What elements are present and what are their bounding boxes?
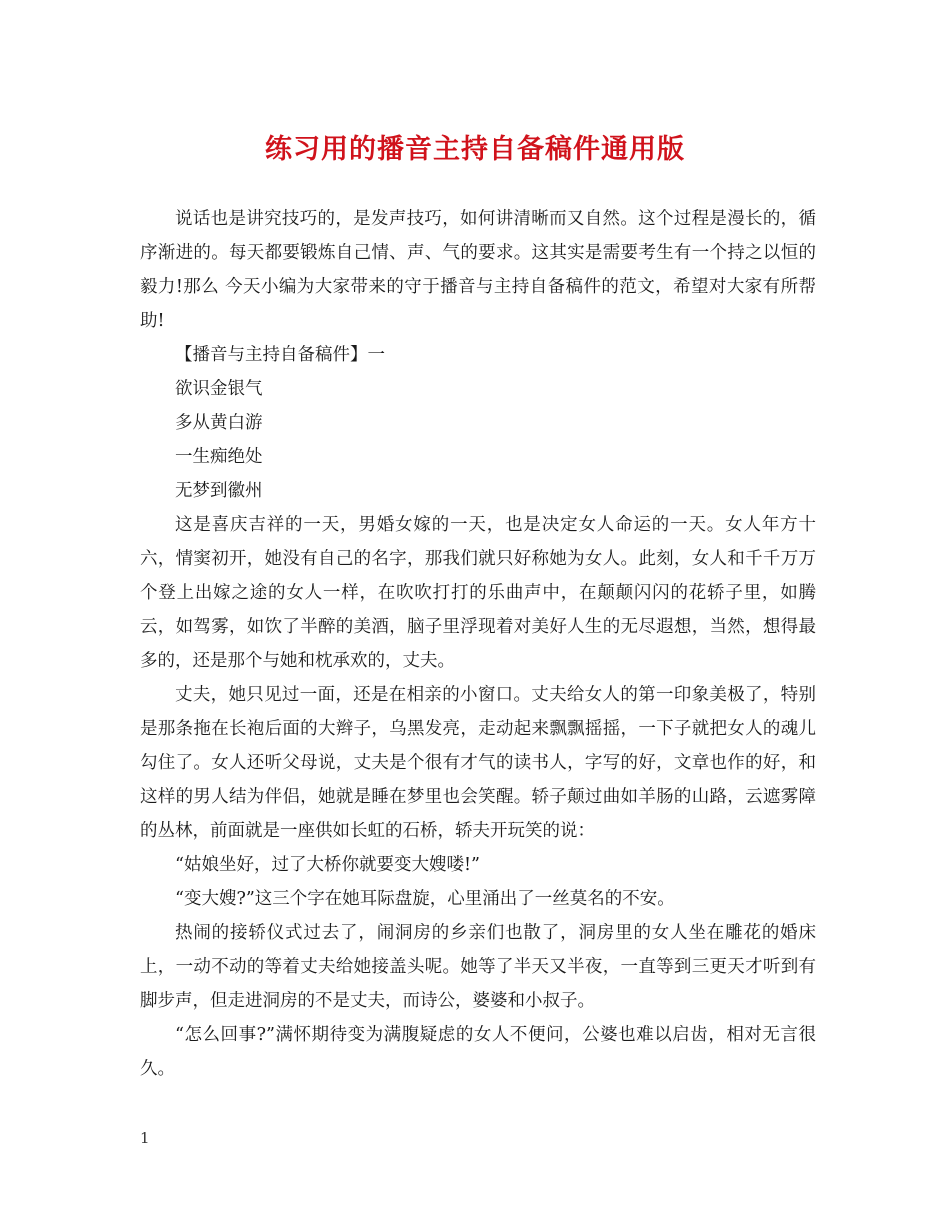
body-paragraph: 丈夫，她只见过一面，还是在相亲的小窗口。丈夫给女人的第一印象美极了，特别是那条拖在长袍后面的大辫子，乌黑发亮，走动起来飘飘摇摇，一下子就把女人的魂儿勾住了。女人还听父母说，丈夫是个很有才气的读书人，字写的好，文章也作的好，和这样的男人结为伴侣，她就是睡在梦里也会笑醒。轿子颠过曲如羊肠的山路，云遮雾障的丛林，前面就是一座供如长虹的石桥，轿夫开玩笑的说：: [140, 685, 816, 841]
page-number: 1: [140, 1129, 150, 1147]
section-heading: 【播音与主持自备稿件】一: [175, 345, 385, 365]
document-title: 练习用的播音主持自备稿件通用版: [265, 134, 685, 165]
dialogue-line: “姑娘坐好，过了大桥你就要变大嫂喽!”: [175, 855, 480, 875]
poem-line: 欲识金银气: [175, 379, 263, 399]
poem-line: 多从黄白游: [175, 413, 263, 433]
intro-paragraph: 说话也是讲究技巧的，是发声技巧，如何讲清晰而又自然。这个过程是漫长的，循序渐进的。每天都要锻炼自己情、声、气的要求。这其实是需要考生有一个持之以恒的毅力!那么 今天小编为大家带来的守于播音与主持自备稿件的范文，希望对大家有所帮助!: [140, 209, 816, 331]
body-paragraph: 热闹的接轿仪式过去了，闹洞房的乡亲们也散了，洞房里的女人坐在雕花的婚床上，一动不动的等着丈夫给她接盖头呢。她等了半天又半夜，一直等到三更天才听到有脚步声，但走进洞房的不是丈夫，而诗公，婆婆和小叔子。: [140, 923, 816, 1011]
dialogue-line: “变大嫂?”这三个字在她耳际盘旋，心里涌出了一丝莫名的不安。: [175, 889, 675, 909]
poem-line: 一生痴绝处: [175, 447, 263, 467]
poem-line: 无梦到徽州: [175, 481, 263, 501]
body-paragraph: “怎么回事?”满怀期待变为满腹疑虑的女人不便问，公婆也难以启齿，相对无言很久。: [140, 1025, 816, 1079]
body-paragraph: 这是喜庆吉祥的一天，男婚女嫁的一天，也是决定女人命运的一天。女人年方十六，情窦初开，她没有自己的名字，那我们就只好称她为女人。此刻，女人和千千万万个登上出嫁之途的女人一样，在吹吹打打的乐曲声中，在颠颠闪闪的花轿子里，如腾云，如驾雾，如饮了半醉的美酒，脑子里浮现着对美好人生的无尽遐想，当然，想得最多的，还是那个与她和枕承欢的，丈夫。: [140, 515, 816, 671]
document-body: [140, 202, 816, 1086]
